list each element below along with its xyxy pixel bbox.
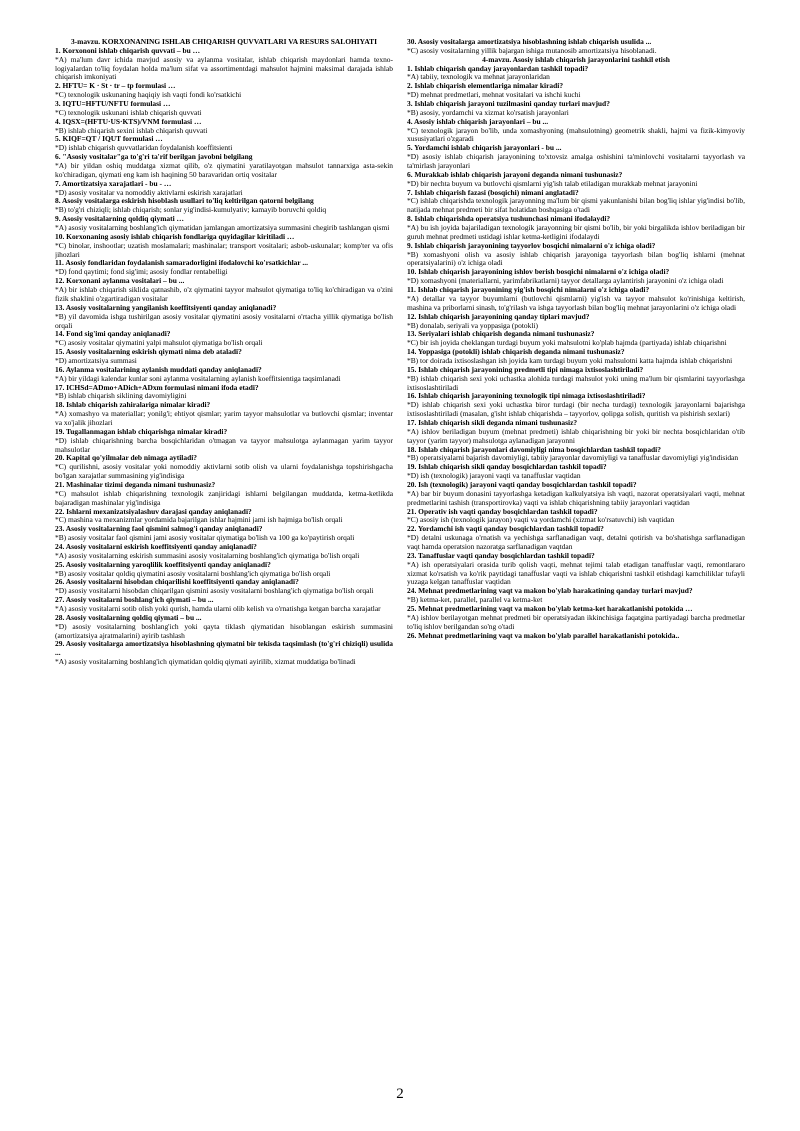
question: 8. Ishlab chiqarishda operatsiya tushunchasi nimani ifodalaydi? — [407, 214, 611, 224]
answer: *D) ishlab chiqarishning barcha bosqichlaridan o'tmagan va tayyor mahsulotga aylanmagan yarim tayyor mahsulotlar — [55, 435, 393, 454]
question: 25. Mehnat predmetlarining vaqt va makon bo'ylab ketma-ket harakatlanishi potokida … — [407, 604, 693, 613]
answer: *D) asosiy ishlab chiqarish jarayonining to'xtovsiz amalga oshishini ta'minlovchi vositalarni tayyorlash va ta'mirlash jarayonlari — [407, 152, 745, 171]
question: 14. Fond sig'imi qanday aniqlanadi? — [55, 329, 171, 339]
answer: *D) xomashyoni (materiallarni, yarimfabrikatlarni) tayyor detallarga aylantirish jarayonini o'z ichiga oladi — [407, 276, 724, 286]
question: 26. Asosiy vositalarni hisobdan chiqarilishi koeffitsiyenti qanday aniqlanadi? — [55, 577, 299, 587]
answer: *C) mahsulot ishlab chiqarishning texnologik zanjiridagi ishlarni belgilangan muddatda, ketma-ketlikda bajaradigan mashinalar yig'indisiga — [55, 488, 393, 507]
answer: *A) tabiiy, texnologik va mehnat jarayonlaridan — [407, 72, 550, 82]
question: 6. Murakkab ishlab chiqarish jarayoni deganda nimani tushunasiz? — [407, 169, 623, 179]
question: 5. Yordamchi ishlab chiqarish jarayonlari - bu ... — [407, 143, 562, 153]
answer: *C) qurilishni, asosiy vositalar yoki nomoddiy aktivlarni sotib olish va ularni foydalanishga topshirishgacha bo'lgan xarajatlar summasining yig'indisiga — [55, 462, 393, 481]
answer: *C) asosiy ish (texnologik jarayon) vaqti va yordamchi (xizmat ko'rsatuvchi) ish vaqtidan — [407, 515, 675, 525]
question: 3. Ishlab chiqarish jarayoni tuzilmasini qanday turlari mavjud? — [407, 99, 610, 109]
question: 17. ICHSd=ADmo+ADich+ADxm formulasi nimani ifoda etadi? — [55, 382, 259, 392]
question: 21. Mashinalar tizimi deganda nimani tushunasiz? — [55, 479, 216, 489]
question: 4. IQSX=(HFTU·US·KTS)/VNM formulasi … — [55, 116, 202, 126]
question: 8. Asosiy vositalarga eskirish hisoblash usullari to'liq keltirilgan qatorni belgilang — [55, 196, 314, 206]
question: 12. Ishlab chiqarish jarayonining qanday tiplari mavjud? — [407, 311, 590, 321]
question: 7. Amortizatsiya xarajatlari - bu - … — [55, 178, 172, 188]
page-number: 2 — [396, 1086, 404, 1102]
question: 16. Aylanma vositalarining aylanish muddati qanday aniqlanadi? — [55, 364, 262, 374]
question: 2. HFTU= K · St · tr – tp formulasi … — [55, 81, 176, 91]
answer: *D) mehnat predmetlari, mehnat vositalari va ishchi kuchi — [407, 90, 581, 100]
question: 9. Asosiy vositalarning qoldiq qiymati … — [55, 214, 184, 224]
answer: *C) texnologik jarayon bo'lib, unda xomashyoning (mahsulotning) geometrik shakli, hajmi va fizik-kimyoviy xususiyatlari o'zgaradi — [407, 125, 745, 144]
question: 6. "Asosiy vositalar"ga to'g'ri ta'rif berilgan javobni belgilang — [55, 152, 253, 162]
question: 13. Seriyalari ishlab chiqarish deganda nimani tushunasiz? — [407, 329, 595, 339]
question: 2. Ishlab chiqarish elementlariga nimalar kiradi? — [407, 81, 564, 91]
question: 30. Asosiy vositalarga amortizatsiya hisoblashning ishlab chiqarish usulida ... — [407, 38, 652, 46]
question: 15. Asosiy vositalarning eskirish qiymati nima deb ataladi? — [55, 347, 242, 357]
answer: *D) fond qaytimi; fond sig'imi; asosiy fondlar rentabelligi — [55, 267, 228, 277]
question: 13. Asosiy vositalarning yangilanish koeffitsiyenti qanday aniqlanadi? — [55, 302, 277, 312]
answer: *D) detalni uskunaga o'rnatish va yechishga sarflanadigan vaqt, detalni qotirish va bo'shatishga sarflanadigan vaqt hamda operatsion nazoratga sarflanadigan vaqtdan — [407, 533, 745, 551]
right-first-items — [407, 38, 745, 56]
answer: *A) bir yildagi kalendar kunlar soni aylanma vositalarning aylanish koeffitsientiga taqsimlanadi — [55, 373, 341, 383]
question: 20. Kapital qo'yilmalar deb nimaga aytiladi? — [55, 453, 198, 463]
question: 10. Ishlab chiqarish jarayonining ishlov berish bosqichi nimalarni o'z ichiga oladi? — [407, 267, 670, 277]
question: 19. Ishlab chiqarish sikli qanday bosqichlardan tashkil topadi? — [407, 462, 607, 472]
answer: *D) asosiy vositalarni hisobdan chiqarilgan qismini asosiy vositalarni boshlang'ich qiymatiga bo'lish orqali — [55, 586, 374, 596]
answer: *C) texnologik uskunani ishlab chiqarish quvvati — [55, 107, 202, 117]
question: 29. Asosiy vositalarga amortizatsiya hisoblashning qiymatni bir tekisda taqsimlash (to'g'ri chiziqli) usulida ... — [55, 639, 393, 658]
answer: *D) ishlab chiqarish sexi yoki uchastka biror turdagi (bir necha turdagi) texnologik jarayonlarni bajarishga ixtisoslashtiriladi (masalan, g'isht ishlab chiqarishda – tayyorlov, qolipga solish, quritish va pishirish sexlari) — [407, 400, 745, 419]
question: 15. Ishlab chiqarish jarayonining predmetli tipi nimaga ixtisoslashtiriladi? — [407, 364, 644, 374]
question: 9. Ishlab chiqarish jarayonining tayyorlov bosqichi nimalarni o'z ichiga oladi? — [407, 240, 656, 250]
answer: *B) tor doirada ixtisoslashgan ish joyida kam turdagi buyum yoki mahsulotni katta hajmda ishlab chiqarishni — [407, 355, 733, 365]
question: 14. Yoppasiga (potokli) ishlab chiqarish deganda nimani tushunasiz? — [407, 347, 625, 357]
answer: *C) bir ish joyida cheklangan turdagi buyum yoki mahsulotni ko'plab hajmda (partiyada) ishlab chiqarishni — [407, 338, 727, 348]
answer: *B) asosiy, yordamchi va xizmat ko'rsatish jarayonlari — [407, 107, 569, 117]
answer: *A) asosiy vositalarning boshlang'ich qiymatidan qoldiq qiymati ayirilib, xizmat muddatiga bo'linadi — [55, 657, 356, 667]
answer: *C) ishlab chiqarishda texnologik jarayonning ma'lum bir qismi yakunlanishi bilan bog'liq ishlar yig'indisi bo'lib, natijada mehnat predmeti bir sifat holatidan boshqasiga o'tadi — [407, 196, 745, 215]
answer: *A) xomashyo va materiallar; yonilg'i; ehtiyot qismlar; yarim tayyor mahsulotlar va butlovchi qismlar; inventar va xo'jalik jihozlari — [55, 409, 393, 427]
question: 16. Ishlab chiqarish jarayonining texnologik tipi nimaga ixtisoslashtiriladi? — [407, 391, 646, 401]
question: 3. IQTU=HFTU/NFTU formulasi … — [55, 99, 171, 109]
question: 28. Asosiy vositalarning qoldiq qiymati – bu ... — [55, 612, 202, 622]
question: 22. Yordamchi ish vaqti qanday bosqichlardan tashkil topadi? — [407, 524, 604, 534]
answer: *A) ma'lum davr ichida mavjud asosiy va aylanma vositalar, ishlab chiqarish maydonlari hamda texno-logiyalardan to'liq foydalan holda ma'lum sifat va assortimentdagi mahsulot hajmini maksimal darajada ishlab chiqarish imkoniyati — [55, 54, 393, 82]
answer: *D) ishlab chiqarish quvvatlaridan foydalanish koeffitsienti — [55, 143, 233, 153]
answer: *A) ishlov beriladigan buyum (mehnat predmeti) ishlab chiqarishning bir yoki bir nechta bosqichlaridan o'tib tayyor (yarim tayyor) mahsulotga aylanadigan jarayonni — [407, 426, 745, 445]
answer: *D) asosiy vositalarning boshlang'ich yoki qayta tiklash qiymatidan hisoblangan eskirish summasini (amortizatsiya ajratmalarini) ayirib tashlash — [55, 621, 393, 640]
question: 12. Korxonani aylanma vositalari – bu ... — [55, 276, 185, 286]
answer: *B) ishlab chiqarish sexini ishlab chiqarish quvvati — [55, 125, 208, 135]
document-page — [55, 38, 745, 1078]
question: 4. Asosiy ishlab chiqarish jarayonlari – bu ... — [407, 116, 549, 126]
answer: *B) ishlab chiqarish siklining davomiyligini — [55, 391, 187, 401]
answer: *B) operatsiyalarni bajarish davomiyligi, tabiiy jarayonlar davomiyligi va tanaffuslar davomiyligi yig'indisidan — [407, 453, 739, 463]
question: 17. Ishlab chiqarish sikli deganda nimani tushunasiz? — [407, 417, 578, 427]
question: 5. KIQF=QT / IQUT formulasi … — [55, 134, 163, 144]
question: 26. Mehnat predmetlarining vaqt va makon bo'ylab parallel harakatlanishi potokida.. — [407, 630, 680, 640]
right-column — [407, 38, 745, 1078]
answer: *B) ketma-ket, parallel, parallel va ketma-ket — [407, 595, 543, 605]
question: 23. Tanaffuslar vaqti qanday bosqichlardan tashkil topadi? — [407, 550, 595, 560]
answer: *A) ish operatsiyalari orasida turib qolish vaqti, mehnat tejimi talab etadigan tanaffuslar vaqti, remontlararo xizmat ko'rsatish va ko'rik paytidagi tanaffuslar vaqti va ishlab chiqarishni tashkil etishdagi kamchiliklar tufayli yuzaga kelgan tanaffuslar vaqtidan — [407, 559, 745, 587]
answer: *C) mashina va mexanizmlar yordamida bajarilgan ishlar hajmini jami ish hajmiga bo'lish orqali — [55, 515, 343, 525]
answer: *A) bir yildan oshiq muddatga xizmat qilib, o'z qiymatini yaratilayotgan mahsulot tannarxiga asta-sekin ko'chiradigan, qiymati eng kam ish haqining 50 baravaridan ortiq vositalar — [55, 161, 393, 179]
answer: *D) asosiy vositalar va nomoddiy aktivlarni eskirish xarajatlari — [55, 187, 243, 197]
answer: *A) ishlov berilayotgan mehnat predmeti bir operatsiyadan ikkinchisiga faqatgina partiyadagi barcha predmetlar to'liq ishlov berilgandan so'ng o'tadi — [407, 612, 745, 631]
answer: *D) amortizatsiya summasi — [55, 355, 137, 365]
question: 27. Asosiy vositalarni boshlang'ich qiymati – bu ... — [55, 595, 214, 605]
question: 22. Ishlarni mexanizatsiyalashuv darajasi qanday aniqlanadi? — [55, 506, 252, 516]
question: 18. Ishlab chiqarish jarayonlari davomiyligi nima bosqichlardan tashkil topadi? — [407, 444, 661, 454]
answer: *A) asosiy vositalarning boshlang'ich qiymatidan jamlangan amortizatsiya summasini chegirib tashlangan qismi — [55, 223, 390, 233]
answer: *A) detallar va tayyor buyumlarni (butlovchi qismlarni) yig'ish va tayyor mahsulot ko'rinishiga keltirish, mashina va priborlarni sinash, to'g'rilash va ishga tayyorlash bilan bog'liq mehnat jarayonlarini o'z ichiga oladi — [407, 293, 745, 312]
answer: *B) donalab, seriyali va yoppasiga (potokli) — [407, 320, 538, 330]
question: 25. Asosiy vositalarning yaroqlilik koeffitsiyenti qanday aniqlanadi? — [55, 559, 271, 569]
answer: *C) asosiy vositalar qiymatini yalpi mahsulot qiymatiga bo'lish orqali — [55, 338, 263, 348]
answer: *D) bir nechta buyum va butlovchi qismlarni yig'ish talab etiladigan murakkab mehnat jarayonini — [407, 178, 698, 188]
two-column-layout — [55, 38, 745, 1078]
answer: *A) bar bir buyum donasini tayyorlashga ketadigan kalkulyatsiya ish vaqti, nazorat operatsiyalari vaqti, mehnat predmetlarini tashish (transportirovka) vaqti va ishlab chiqarishning tabiiy jarayonlari vaqtidan — [407, 488, 745, 507]
question: 21. Operativ ish vaqti qanday bosqichlardan tashkil topadi? — [407, 506, 598, 516]
section-title-4: 4-mavzu. Asosiy ishlab chiqarish jarayonlarini tashkil etish — [482, 54, 670, 64]
question: 10. Korxonaning asosiy ishlab chiqarish fondlariga quyidagilar kiritiladi … — [55, 231, 295, 241]
answer: *A) asosiy vositalarni sotib olish yoki qurish, hamda ularni olib kelish va o'rnatishga ketgan barcha xarajatlar — [55, 604, 381, 613]
question: 18. Ishlab chiqarish zahiralariga nimalar kiradi? — [55, 400, 211, 410]
section-title-3: 3-mavzu. KORXONANING ISHLAB CHIQARISH QUVVATLARI VA RESURS SALOHIYATI — [70, 38, 378, 46]
answer: *A) bir ishlab chiqarish siklida qatnashib, o'z qiymatini tayyor mahsulot qiymatiga to'liq ko'chiradigan va o'zini fizik shaklini o'zgartiradigan vositalar — [55, 285, 393, 303]
question: 20. Ish (texnologik) jarayoni vaqti qanday bosqichlardan tashkil topadi? — [407, 479, 637, 489]
left-column — [55, 38, 393, 1078]
answer: *D) ish (texnologik) jarayoni vaqti va tanaffuslar vaqtidan — [407, 471, 581, 481]
question: 1. Korxononi ishlab chiqarish quvvati – bu … — [55, 45, 201, 55]
question: 24. Mehnat predmetlarining vaqt va makon bo'ylab harakatining qanday turlari mavjud? — [407, 586, 693, 596]
answer: *A) asosiy vositalarning eskirish summasini asosiy vositalarning boshlang'ich qiymatiga bo'lish orqali — [55, 550, 360, 560]
answer: *B) xomashyoni olish va asosiy ishlab chiqarish jarayoniga tayyorlash bilan bog'liq ishlarni (mehnat operatsiyalarini) o'z ichiga oladi — [407, 249, 745, 268]
answer: *B) to'g'ri chiziqli; ishlab chiqarish; sonlar yig'indisi-kumulyativ; kamayib boruvchi qoldiq — [55, 205, 327, 215]
question: 7. Ishlab chiqarish fazasi (bosqichi) nimani anglatadi? — [407, 187, 579, 197]
answer: *C) asosiy vositalarning yillik bajargan ishiga mutanosib amortizatsiya hisoblanadi. — [407, 45, 657, 55]
question: 1. Ishlab chiqarish qanday jarayonlardan tashkil topadi? — [407, 63, 589, 73]
answer: *B) ishlab chiqarish sexi yoki uchastka alohida turdagi mahsulot yoki uning ma'lum bir qismlarini tayyorlashga ixtisoslashtiriladi — [407, 373, 745, 392]
question: 11. Ishlab chiqarish jarayonining yig'ish bosqichi nimalarni o'z ichiga oladi? — [407, 285, 650, 295]
answer: *B) asosiy vositalar faol qismini jami asosiy vositalar qiymatiga bo'lish va 100 ga ko'paytirish orqali — [55, 533, 355, 543]
answer: *B) asosiy vositalar qoldiq qiymatini asosiy vositalarni boshlang'ich qiymatiga bo'lish orqali — [55, 568, 331, 578]
answer: *B) yil davomida ishga tushirilgan asosiy vositalar qiymatini asosiy vositalarni o'rtacha yillik qiymatiga bo'lish orqali — [55, 311, 393, 330]
question: 19. Tugallanmagan ishlab chiqarishga nimalar kiradi? — [55, 426, 228, 436]
question: 24. Asosiy vositalarni eskirish koeffitsiyenti qanday aniqlanadi? — [55, 541, 257, 551]
answer: *C) texnologik uskunaning haqiqiy ish vaqti fondi ko'rsatkichi — [55, 90, 242, 100]
question: 23. Asosiy vositalarning faol qismini salmog'i qanday aniqlanadi? — [55, 524, 263, 534]
question: 11. Asosiy fondlaridan foydalanish samaradorligini ifodalovchi ko'rsatkichlar ... — [55, 258, 308, 268]
answer: *A) bu ish joyida bajariladigan texnologik jarayonning bir qismi bo'lib, bir yoki birgalikda ishlov beriladigan bir guruh mehnat predmeti ustidagi ishlar ketma-ketligini ifodalaydi — [407, 223, 745, 241]
answer: *C) binolar, inshootlar; uzatish moslamalari; mashinalar; transport vositalari; asbob-uskunalar; komp'ter va ofis jihozlari — [55, 240, 393, 259]
